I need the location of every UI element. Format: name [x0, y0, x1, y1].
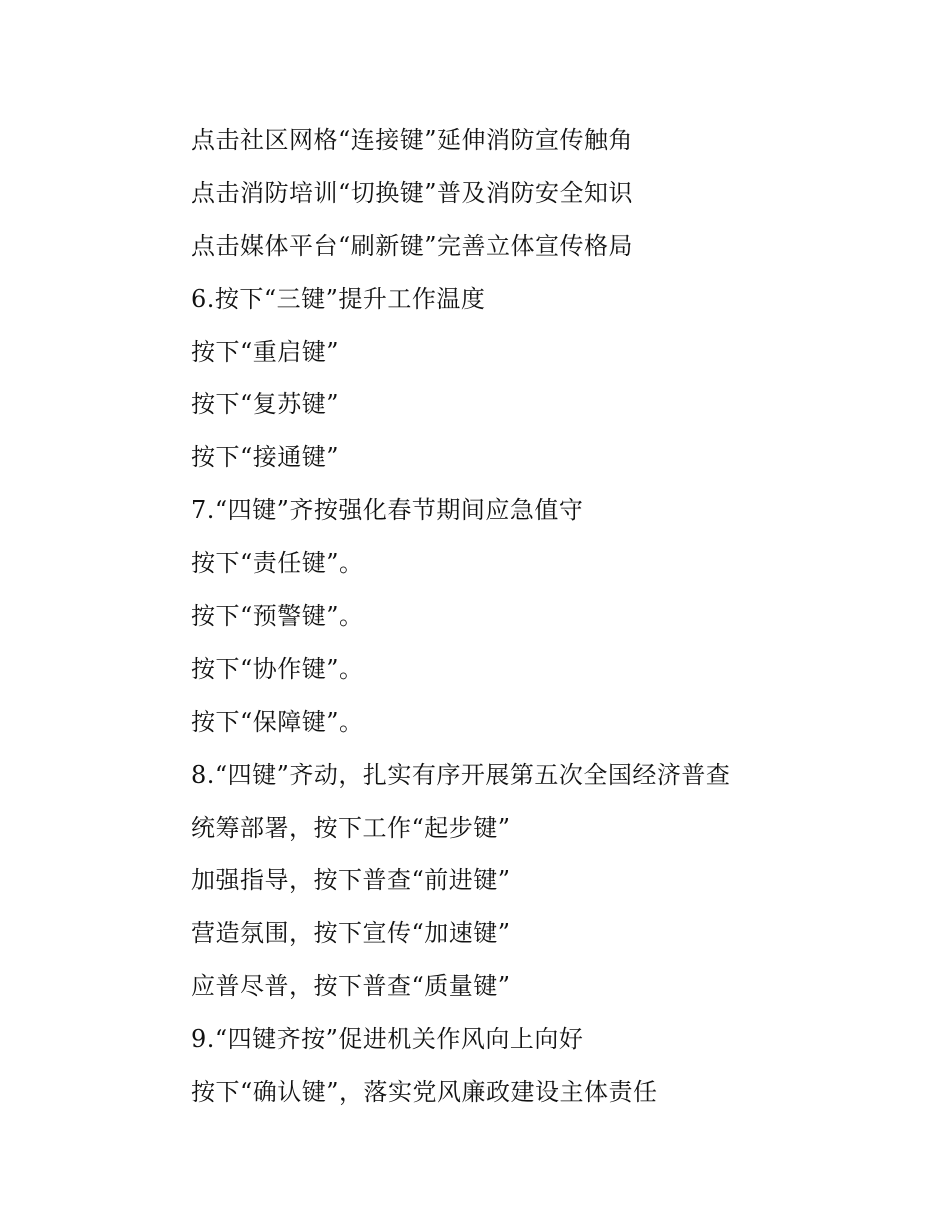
section-heading: 8.“四键”齐动，扎实有序开展第五次全国经济普查 [191, 760, 731, 789]
text-line: 按下“预警键”。 [191, 602, 364, 631]
document-body [191, 114, 891, 1119]
text-line: 按下“确认键”，落实党风廉政建设主体责任 [191, 1078, 658, 1107]
text-line: 统筹部署，按下工作“起步键” [191, 813, 511, 842]
text-line: 按下“责任键”。 [191, 549, 364, 578]
section-heading: 6.按下“三键”提升工作温度 [191, 284, 486, 313]
text-line: 按下“复苏键” [191, 390, 340, 419]
text-line: 点击社区网格“连接键”延伸消防宣传触角 [191, 126, 634, 154]
text-line: 应普尽普，按下普查“质量键” [191, 972, 511, 1001]
text-line: 点击媒体平台“刷新键”完善立体宣传格局 [191, 231, 634, 260]
text-line: 点击消防培训“切换键”普及消防安全知识 [191, 178, 634, 207]
section-heading: 7.“四键”齐按强化春节期间应急值守 [191, 496, 584, 525]
text-line: 按下“重启键” [191, 337, 340, 366]
text-line: 按下“接通键” [191, 443, 340, 472]
text-line: 营造氛围，按下宣传“加速键” [191, 919, 511, 948]
text-line: 按下“保障键”。 [191, 707, 364, 736]
text-line: 加强指导，按下普查“前进键” [191, 866, 511, 895]
text-line: 按下“协作键”。 [191, 654, 364, 683]
section-heading: 9.“四键齐按”促进机关作风向上向好 [191, 1025, 584, 1054]
